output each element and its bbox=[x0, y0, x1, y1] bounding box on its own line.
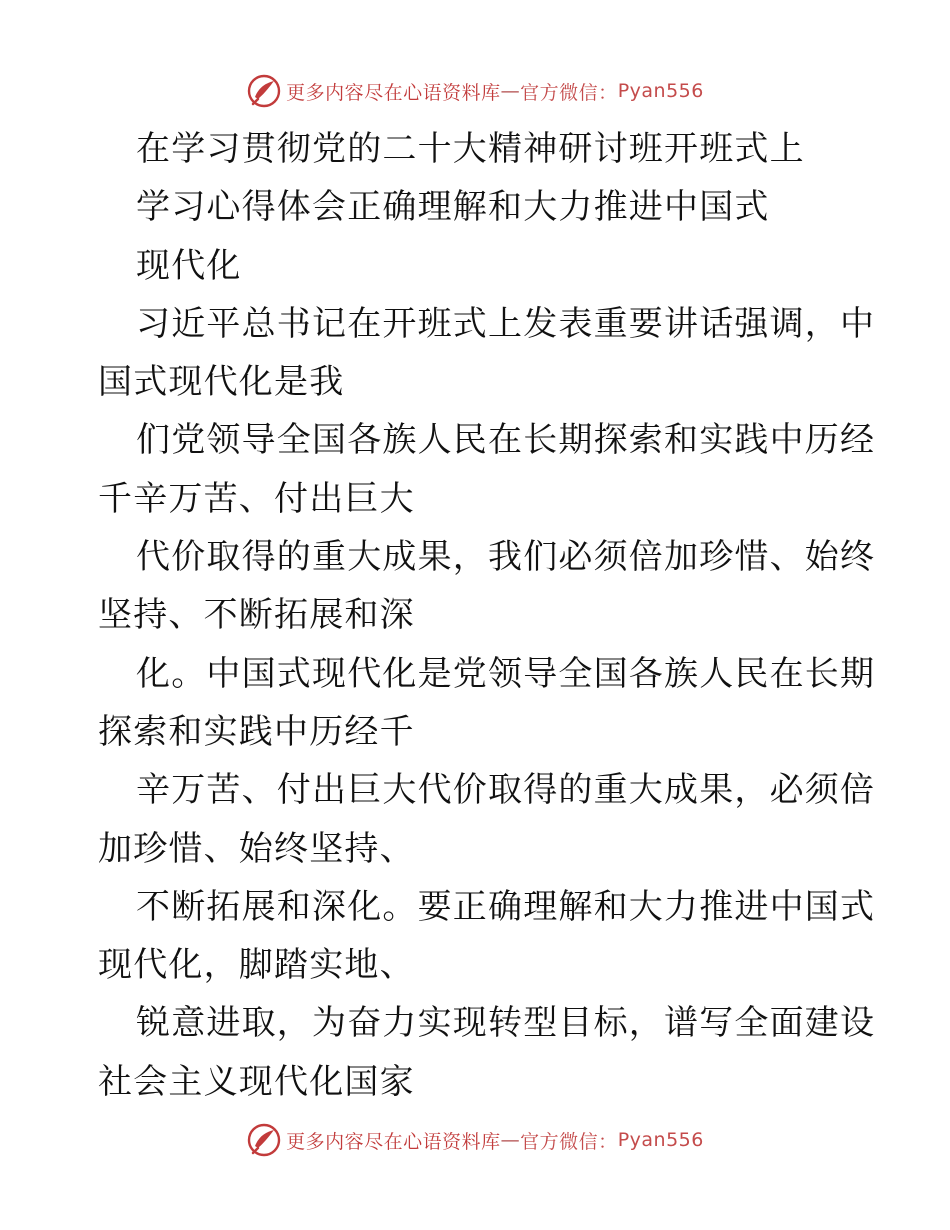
body-line: 国式现代化是我 bbox=[98, 362, 345, 403]
watermark-wechat-label: 官方微信： bbox=[520, 81, 618, 104]
title-line-1: 在学习贯彻党的二十大精神研讨班开班式上 bbox=[136, 129, 805, 169]
header-watermark bbox=[0, 71, 950, 111]
body-line: 化。中国式现代化是党领导全国各族人民在长期 bbox=[136, 653, 876, 694]
watermark-logo-icon bbox=[246, 73, 282, 109]
body-line: 代价取得的重大成果，我们必须倍加珍惜、始终 bbox=[136, 537, 876, 578]
watermark-wechat-id: Pyan556 bbox=[617, 80, 704, 102]
body-line: 不断拓展和深化。要正确理解和大力推进中国式 bbox=[136, 886, 876, 927]
body-line: 们党领导全国各族人民在长期探索和实践中历经 bbox=[136, 420, 876, 461]
watermark-wechat-label: 官方微信： bbox=[520, 1130, 618, 1153]
title-line-3: 现代化 bbox=[136, 245, 242, 286]
watermark-dash: — bbox=[500, 1129, 521, 1151]
body-line: 探索和实践中历经千 bbox=[98, 711, 415, 752]
body-line: 加珍惜、始终坚持、 bbox=[98, 828, 415, 869]
body-line: 社会主义现代化国家 bbox=[98, 1061, 415, 1102]
body-line: 习近平总书记在开班式上发表重要讲话强调，中 bbox=[136, 303, 876, 344]
document-body bbox=[98, 120, 876, 1111]
body-line: 锐意进取，为奋力实现转型目标，谱写全面建设 bbox=[136, 1003, 876, 1044]
footer-watermark bbox=[0, 1120, 950, 1160]
body-line: 千辛万苦、付出巨大 bbox=[98, 478, 415, 519]
body-line: 坚持、不断拓展和深 bbox=[98, 595, 415, 636]
body-line: 现代化，脚踏实地、 bbox=[98, 945, 415, 986]
watermark-wechat-id: Pyan556 bbox=[617, 1129, 704, 1151]
watermark-logo-icon bbox=[246, 1122, 282, 1158]
watermark-main-text: 更多内容尽在心语资料库 bbox=[286, 1130, 501, 1153]
watermark-dash: — bbox=[500, 80, 521, 102]
title-line-2: 学习心得体会正确理解和大力推进中国式 bbox=[136, 187, 770, 228]
watermark-main-text: 更多内容尽在心语资料库 bbox=[286, 81, 501, 104]
body-line: 辛万苦、付出巨大代价取得的重大成果，必须倍 bbox=[136, 770, 876, 811]
body-paragraph bbox=[98, 295, 876, 1111]
